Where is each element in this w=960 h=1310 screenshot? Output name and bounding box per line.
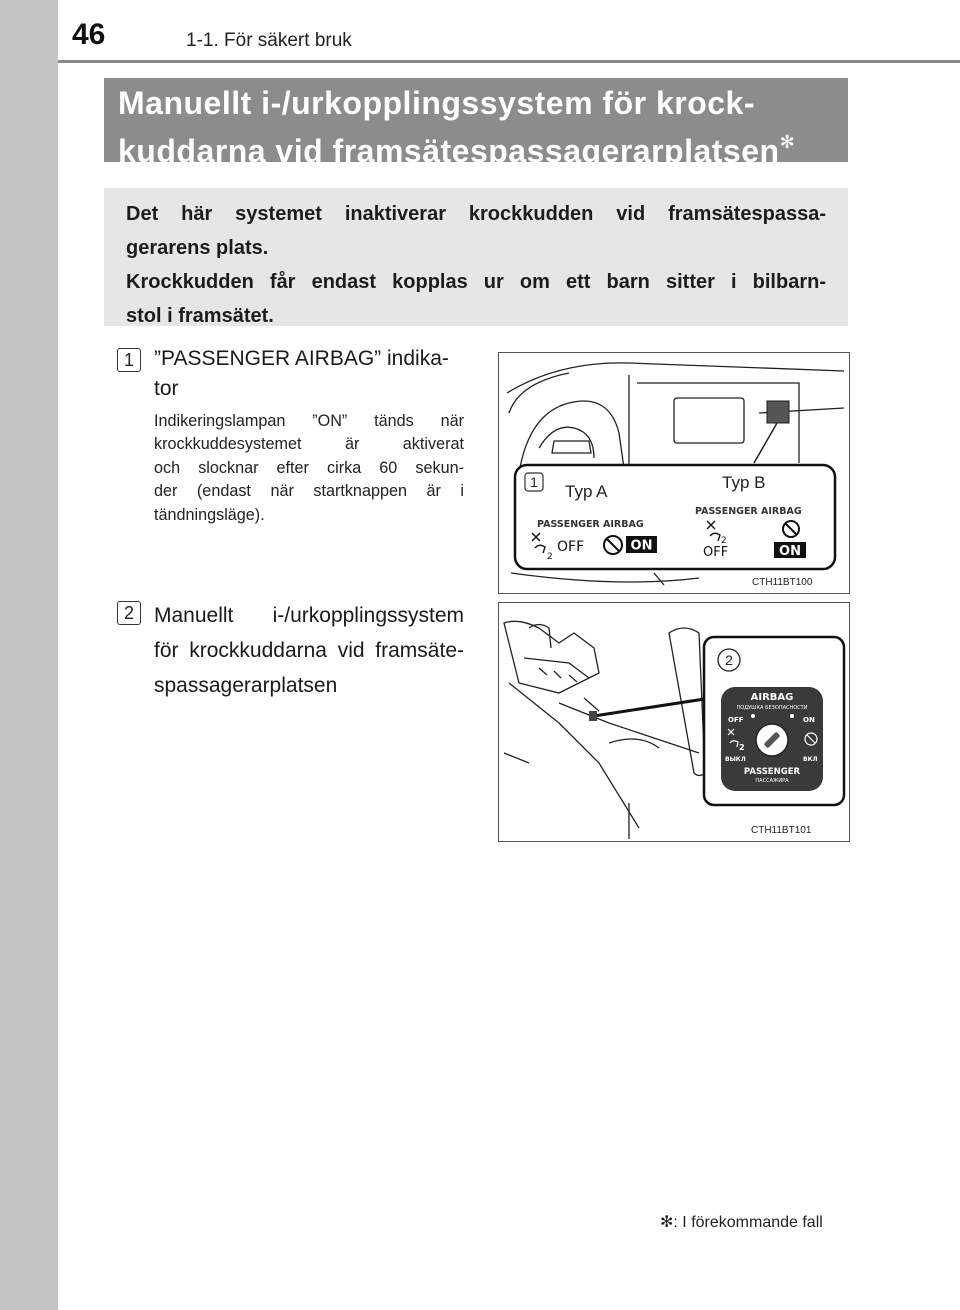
item-1-number: 1 <box>117 348 141 372</box>
indicator-location <box>767 401 789 423</box>
section-title <box>104 78 848 169</box>
item-1-desc-line-4: der (endast när startknappen är i <box>154 482 464 501</box>
dashboard-illustration <box>499 353 849 593</box>
section-title-line-2-text: kuddarna vid framsätespassagerarplatsen <box>118 133 780 169</box>
section-title-line-2 <box>118 123 834 171</box>
header-rule <box>58 60 960 63</box>
item-1-description <box>154 410 464 527</box>
item-1-title <box>154 344 464 404</box>
type-a-on-icon <box>604 536 622 554</box>
item-2-title-line-1: Manuellt i-/urkopplingssystem <box>154 604 464 627</box>
key-slot-dial <box>756 724 788 756</box>
item-2-title-line-3: spassagerarplatsen <box>154 674 338 697</box>
callout-number-2: 2 <box>725 652 733 668</box>
callout-number-1: 1 <box>530 474 538 490</box>
intro-line-2: gerarens plats. <box>126 237 269 259</box>
footnote <box>660 1212 823 1232</box>
type-b-panel-label: PASSENGER AIRBAG <box>695 506 802 517</box>
intro-line-3: Krockkudden får endast kopplas ur om ett barn sitter i bilbarn- <box>126 271 826 293</box>
type-b-seat-digit: 2 <box>721 536 727 546</box>
intro-line-4: stol i framsätet. <box>126 305 274 327</box>
item-1-title-line-2: tor <box>154 377 179 400</box>
item-2-number: 2 <box>117 601 141 625</box>
item-1-desc-line-3: och slocknar efter cirka 60 sekun- <box>154 458 464 477</box>
type-a-seat-digit: 2 <box>547 552 553 562</box>
console-illustration <box>499 603 849 841</box>
figure-dashboard-indicator <box>498 352 850 594</box>
switch-seat-digit: 2 <box>739 743 745 752</box>
switch-off-label-ru: ВЫКЛ <box>725 756 746 763</box>
type-b-label: Typ B <box>722 473 766 492</box>
switch-passenger-label-ru: ПАССАЖИРА <box>755 778 789 784</box>
switch-on-label-ru: ВКЛ <box>803 756 818 763</box>
item-1-desc-line-1: Indikeringslampan ”ON” tänds när <box>154 412 464 430</box>
type-a-label: Typ A <box>565 482 608 501</box>
item-1-title-line-1: ”PASSENGER AIRBAG” indika- <box>154 347 449 370</box>
switch-off-label: OFF <box>728 716 744 724</box>
footnote-text: : I förekommande fall <box>673 1214 823 1231</box>
figure-1-code: CTH11BT100 <box>752 577 813 588</box>
switch-title-ru: ПОДУШКА БЕЗОПАСНОСТИ <box>736 705 808 711</box>
type-b-off-label: OFF <box>703 545 729 560</box>
switch-passenger-label: PASSENGER <box>743 767 801 777</box>
type-a-panel-label: PASSENGER AIRBAG <box>537 519 644 530</box>
switch-title: AIRBAG <box>750 692 794 703</box>
page-number: 46 <box>72 18 106 51</box>
switch-on-label: ON <box>803 716 815 724</box>
type-b-on-label: ON <box>779 544 801 559</box>
item-2-title-line-2: för krockkuddarna vid framsäte- <box>154 639 464 662</box>
intro-box <box>104 188 848 326</box>
section-title-line-1: Manuellt i-/urkopplingssystem för krock- <box>118 85 755 121</box>
figure-console-switch <box>498 602 850 842</box>
type-a-on-label: ON <box>630 538 653 554</box>
item-2-title <box>154 598 464 703</box>
footnote-marker: ✻ <box>660 1214 674 1231</box>
section-label: 1-1. För säkert bruk <box>186 30 352 51</box>
intro-line-1: Det här systemet inaktiverar krockkudden vid framsätespassa- <box>126 203 826 225</box>
side-strip <box>0 0 58 1310</box>
item-1-desc-line-2: krockkuddesystemet är aktiverat <box>154 435 464 454</box>
type-b-on-icon <box>783 521 799 537</box>
optional-marker: ✻ <box>779 132 796 152</box>
item-1-desc-line-5: tändningsläge). <box>154 505 265 524</box>
figure-2-code: CTH11BT101 <box>751 825 812 836</box>
type-a-off-label: OFF <box>557 539 585 555</box>
